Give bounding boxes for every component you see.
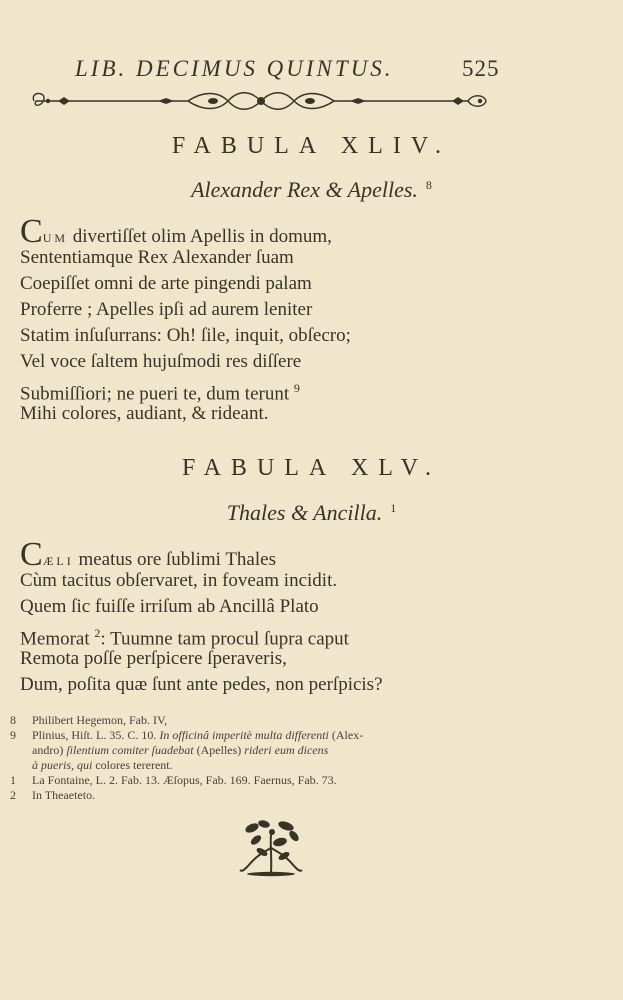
- verse-line-text: meatus ore ſublimi Thales: [73, 549, 276, 570]
- small-caps: ÆLI: [42, 554, 74, 568]
- page-number: 525: [462, 56, 500, 81]
- fable-verse: [20, 536, 460, 698]
- footnote-text: ſilentium comiter ſuadebat: [66, 743, 194, 757]
- footnote-text: andro): [32, 743, 67, 757]
- verse-line: Proferre ; Apelles ipſi ad aurem leniter: [20, 299, 313, 320]
- verse-line: Coepiſſet omni de arte pingendi palam: [20, 273, 312, 294]
- fable-heading: FABULA XLV.: [182, 455, 441, 481]
- drop-cap: C: [20, 536, 43, 573]
- footnote-ref: 1: [390, 500, 397, 515]
- footnote-line: [32, 758, 512, 773]
- fable-heading: FABULA XLIV.: [171, 133, 452, 159]
- footnote-text: Philibert Hegemon, Fab. IV,: [32, 713, 168, 727]
- footnote-text: Plinius, Hiſt. L. 35. C. 10.: [32, 728, 160, 742]
- fable-verse: [20, 213, 460, 427]
- footnote-text: La Fontaine, L. 2. Fab. 13. Æſopus, Fab. 169. Faernus, Fab. 73.: [32, 773, 337, 787]
- footnote-ref: 2: [94, 626, 101, 640]
- footnote-number: 9: [10, 728, 16, 742]
- verse-line: [20, 620, 460, 650]
- footnote-line: [10, 728, 512, 743]
- drop-cap: C: [20, 213, 43, 250]
- footnote-line: [10, 788, 512, 803]
- verse-line: Statim inſuſurrans: Oh! ſile, inquit, obſecro;: [20, 325, 351, 346]
- fable-subtitle-text: Alexander Rex & Apelles.: [191, 177, 418, 202]
- verse-line-text: divertiſſet olim Apellis in domum,: [68, 226, 332, 247]
- verse-line: Vel voce ſaltem hujuſmodi res diſſere: [20, 351, 302, 372]
- footnote-ref: 9: [293, 381, 300, 395]
- footnote-line: [32, 743, 512, 758]
- footnotes: [10, 713, 512, 803]
- fable-subtitle: [0, 500, 623, 526]
- verse-line: Cùm tacitus obſervaret, in foveam incidit.: [20, 570, 338, 591]
- footnote-text: In officinâ imperitè multa differenti: [159, 728, 329, 742]
- verse-line-text: Submiſſiori; ne pueri te, dum terunt: [20, 383, 290, 405]
- verse-line: [20, 213, 460, 250]
- footnote-number: 1: [10, 773, 16, 787]
- small-caps: UM: [42, 231, 69, 245]
- footnote-text: à pueris, qui: [32, 758, 93, 772]
- tailpiece-ornament: [234, 818, 308, 880]
- footnote-number: 2: [10, 788, 16, 802]
- footnote-text: In Theaeteto.: [32, 788, 96, 802]
- footnote-line: [10, 773, 512, 788]
- verse-line: [20, 536, 460, 573]
- verse-line: Mihi colores, audiant, & rideant.: [20, 403, 269, 424]
- footnote-text: (Apelles): [193, 743, 245, 757]
- headpiece-ornament: [28, 88, 494, 114]
- running-head-title: LIB. DECIMUS QUINTUS.: [75, 56, 394, 81]
- verse-line: Sententiamque Rex Alexander ſuam: [20, 247, 294, 268]
- verse-line-text: Memorat: [20, 628, 90, 650]
- verse-line: [20, 375, 460, 405]
- footnote-line: [10, 713, 512, 728]
- verse-line-text: : Tuumne tam procul ſupra caput: [100, 628, 349, 650]
- verse-line: Dum, poſita quæ ſunt ante pedes, non perſpicis?: [20, 674, 383, 695]
- footnote-text: rideri eum dicens: [244, 743, 329, 757]
- verse-line: Quem ſic fuiſſe irriſum ab Ancillâ Plato: [20, 596, 319, 617]
- footnote-number: 8: [10, 713, 16, 727]
- fable-subtitle-text: Thales & Ancilla.: [226, 500, 383, 525]
- verse-line: Remota poſſe perſpicere ſperaveris,: [20, 648, 287, 669]
- footnote-ref: 8: [425, 177, 432, 192]
- footnote-text: colores tererent.: [92, 758, 173, 772]
- fable-subtitle: [0, 177, 623, 203]
- footnote-text: (Alex-: [328, 728, 364, 742]
